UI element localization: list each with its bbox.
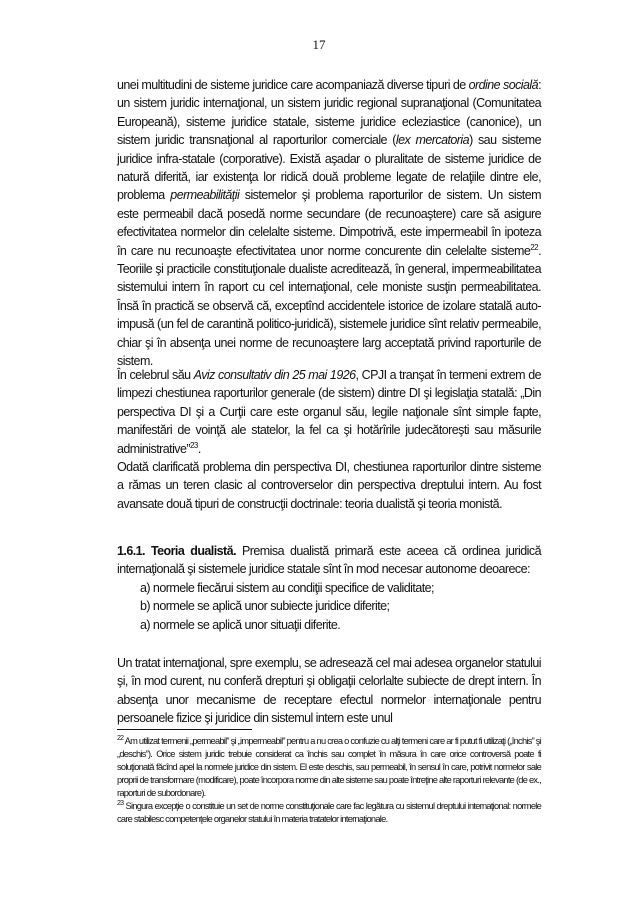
text-run: sistemelor şi problema raporturilor de sistem. Un sistem este permeabil dacă posedă norme secundare (de recunoaştere) care să asigure efectivitatea normelor din celelalte sisteme. Dimpotrivă, este impermeabil în ipoteza în care nu recunoaşte efectivitatea unor norme concurente din celelalte sisteme bbox=[117, 188, 541, 258]
text-run: ) sau sisteme juridice infra-statale (corporative). Există aşadar o pluralitate de sisteme juridice de natură diferită, iar existenţa lor ridică două probleme legate de relaţiile dintre ele, problema bbox=[117, 133, 541, 203]
footnote-ref-23[interactable]: 23 bbox=[190, 440, 198, 450]
section-heading: 1.6.1. Teoria dualistă. bbox=[117, 544, 236, 558]
paragraph-legal-systems bbox=[117, 76, 541, 371]
footnote-number: 22 bbox=[117, 734, 124, 742]
text-run: unei multitudini de sisteme juridice care acompaniază diverse tipuri de bbox=[117, 78, 469, 92]
text-run: , CPJI a tranşat în termeni extrem de limpezi chestiunea raporturilor generale (de sistem) dintre DI şi legislaţia statală: „Din perspectiva DI şi a Curţii care este organul său, legile naţionale sînt simple fapte, manifestări de voinţă ale statelor, la fel ca şi hotărîrile judecătoreşti sau măsurile administrative” bbox=[117, 368, 541, 456]
dualist-theory-intro bbox=[117, 542, 541, 579]
footnotes bbox=[117, 735, 541, 826]
text-run: Premisa dualistă primară este aceea că ordinea juridică internaţională şi sistemele juridice statale sînt în mod necesar autonome deoarece: bbox=[117, 544, 541, 577]
italic-term-social-order: ordine socială bbox=[468, 78, 539, 92]
paragraph-cpji-opinion bbox=[117, 366, 541, 458]
text-run: . Teoriile şi practicile constituţionale dualiste acreditează, în general, impermeabilitatea sistemului intern în raport cu cel internaţional, cele moniste susţin permeabilitatea. Însă în practică se observă că, exceptînd accidentele istorice de izolare statală auto-impusă (un fel de carantină politico-juridică), sistemele juridice sînt relativ permeabile, chiar şi în absenţa unei norme de recunoaştere larg acceptată privind raporturile de sistem. bbox=[117, 243, 541, 369]
footnote-23 bbox=[117, 800, 541, 826]
text-run: . bbox=[197, 441, 201, 456]
paragraph-treaty-example: Un tratat internaţional, spre exemplu, se adresează cel mai adesea organelor statului şi, în mod curent, nu conferă drepturi şi obligaţii celorlalte subiecte de drept intern. În absenţa unor mecanisme de receptare efectul normelor internaţionale pentru persoanele fizice şi juridice din sistemul intern este unul bbox=[117, 656, 541, 726]
text-run: : un sistem juridic internaţional, un sistem juridic regional supranaţional (Comunitatea Europeană), sisteme juridice statale, sisteme juridice ecleziastice (canonice), un sistem juridic transnaţional al raporturilor comerciale ( bbox=[117, 78, 541, 148]
section-dualist-theory bbox=[117, 542, 541, 634]
list-item: a) normele fiecărui sistem au condiţii specifice de validitate; bbox=[140, 580, 434, 595]
footnote-text: Am utilizat termenii „permeabil” şi „impermeabil” pentru a nu crea o confuzie cu alţi termeni care ar fi putut fi utilizaţi („închis” şi „deschis”). Orice sistem juridic trebuie considerat ca închis sau complet în măsura în care orice controversă poate fi soluţionată făcînd apel la normele juridice din sistem. El este deschis, sau permeabil, în sensul în care, potrivit normelor sale proprii de transformare (modificare), poate încorpora norme din alte sisteme sau poate întreţine alte raporturi relevante (de ex., raporturi de subordonare). bbox=[117, 736, 541, 798]
footnote-divider bbox=[117, 729, 252, 730]
footnote-number: 23 bbox=[117, 799, 124, 807]
footnote-text: Singura excepţie o constituie un set de norme constituţionale care fac legătura cu sistemul dreptului internaţional: normele care stabilesc competenţele organelor statului în materia tratatelor internaţionale. bbox=[117, 801, 541, 824]
footnote-22 bbox=[117, 735, 541, 800]
page-number: 17 bbox=[312, 37, 326, 52]
list-item: b) normele se aplică unor subiecte juridice diferite; bbox=[140, 599, 390, 614]
italic-term-lex-mercatoria: lex mercatoria bbox=[395, 133, 470, 148]
footnote-ref-22[interactable]: 22 bbox=[530, 242, 539, 252]
italic-term-permeability: permeabilităţii bbox=[170, 188, 240, 203]
paragraph-doctrinal-theories: Odată clarificată problema din perspectiva DI, chestiunea raporturilor dintre sisteme a rămas un teren clasic al controverselor din perspectiva dreptului intern. Au fost avansate două tipuri de construcţii doctrinale: teoria dualistă şi teoria monistă. bbox=[117, 460, 541, 511]
italic-term-advisory-opinion: Aviz consultativ din 25 mai 1926 bbox=[193, 368, 356, 382]
list-item: a) normele se aplică unor situaţii diferite. bbox=[140, 617, 341, 632]
text-run: În celebrul său bbox=[117, 368, 194, 382]
